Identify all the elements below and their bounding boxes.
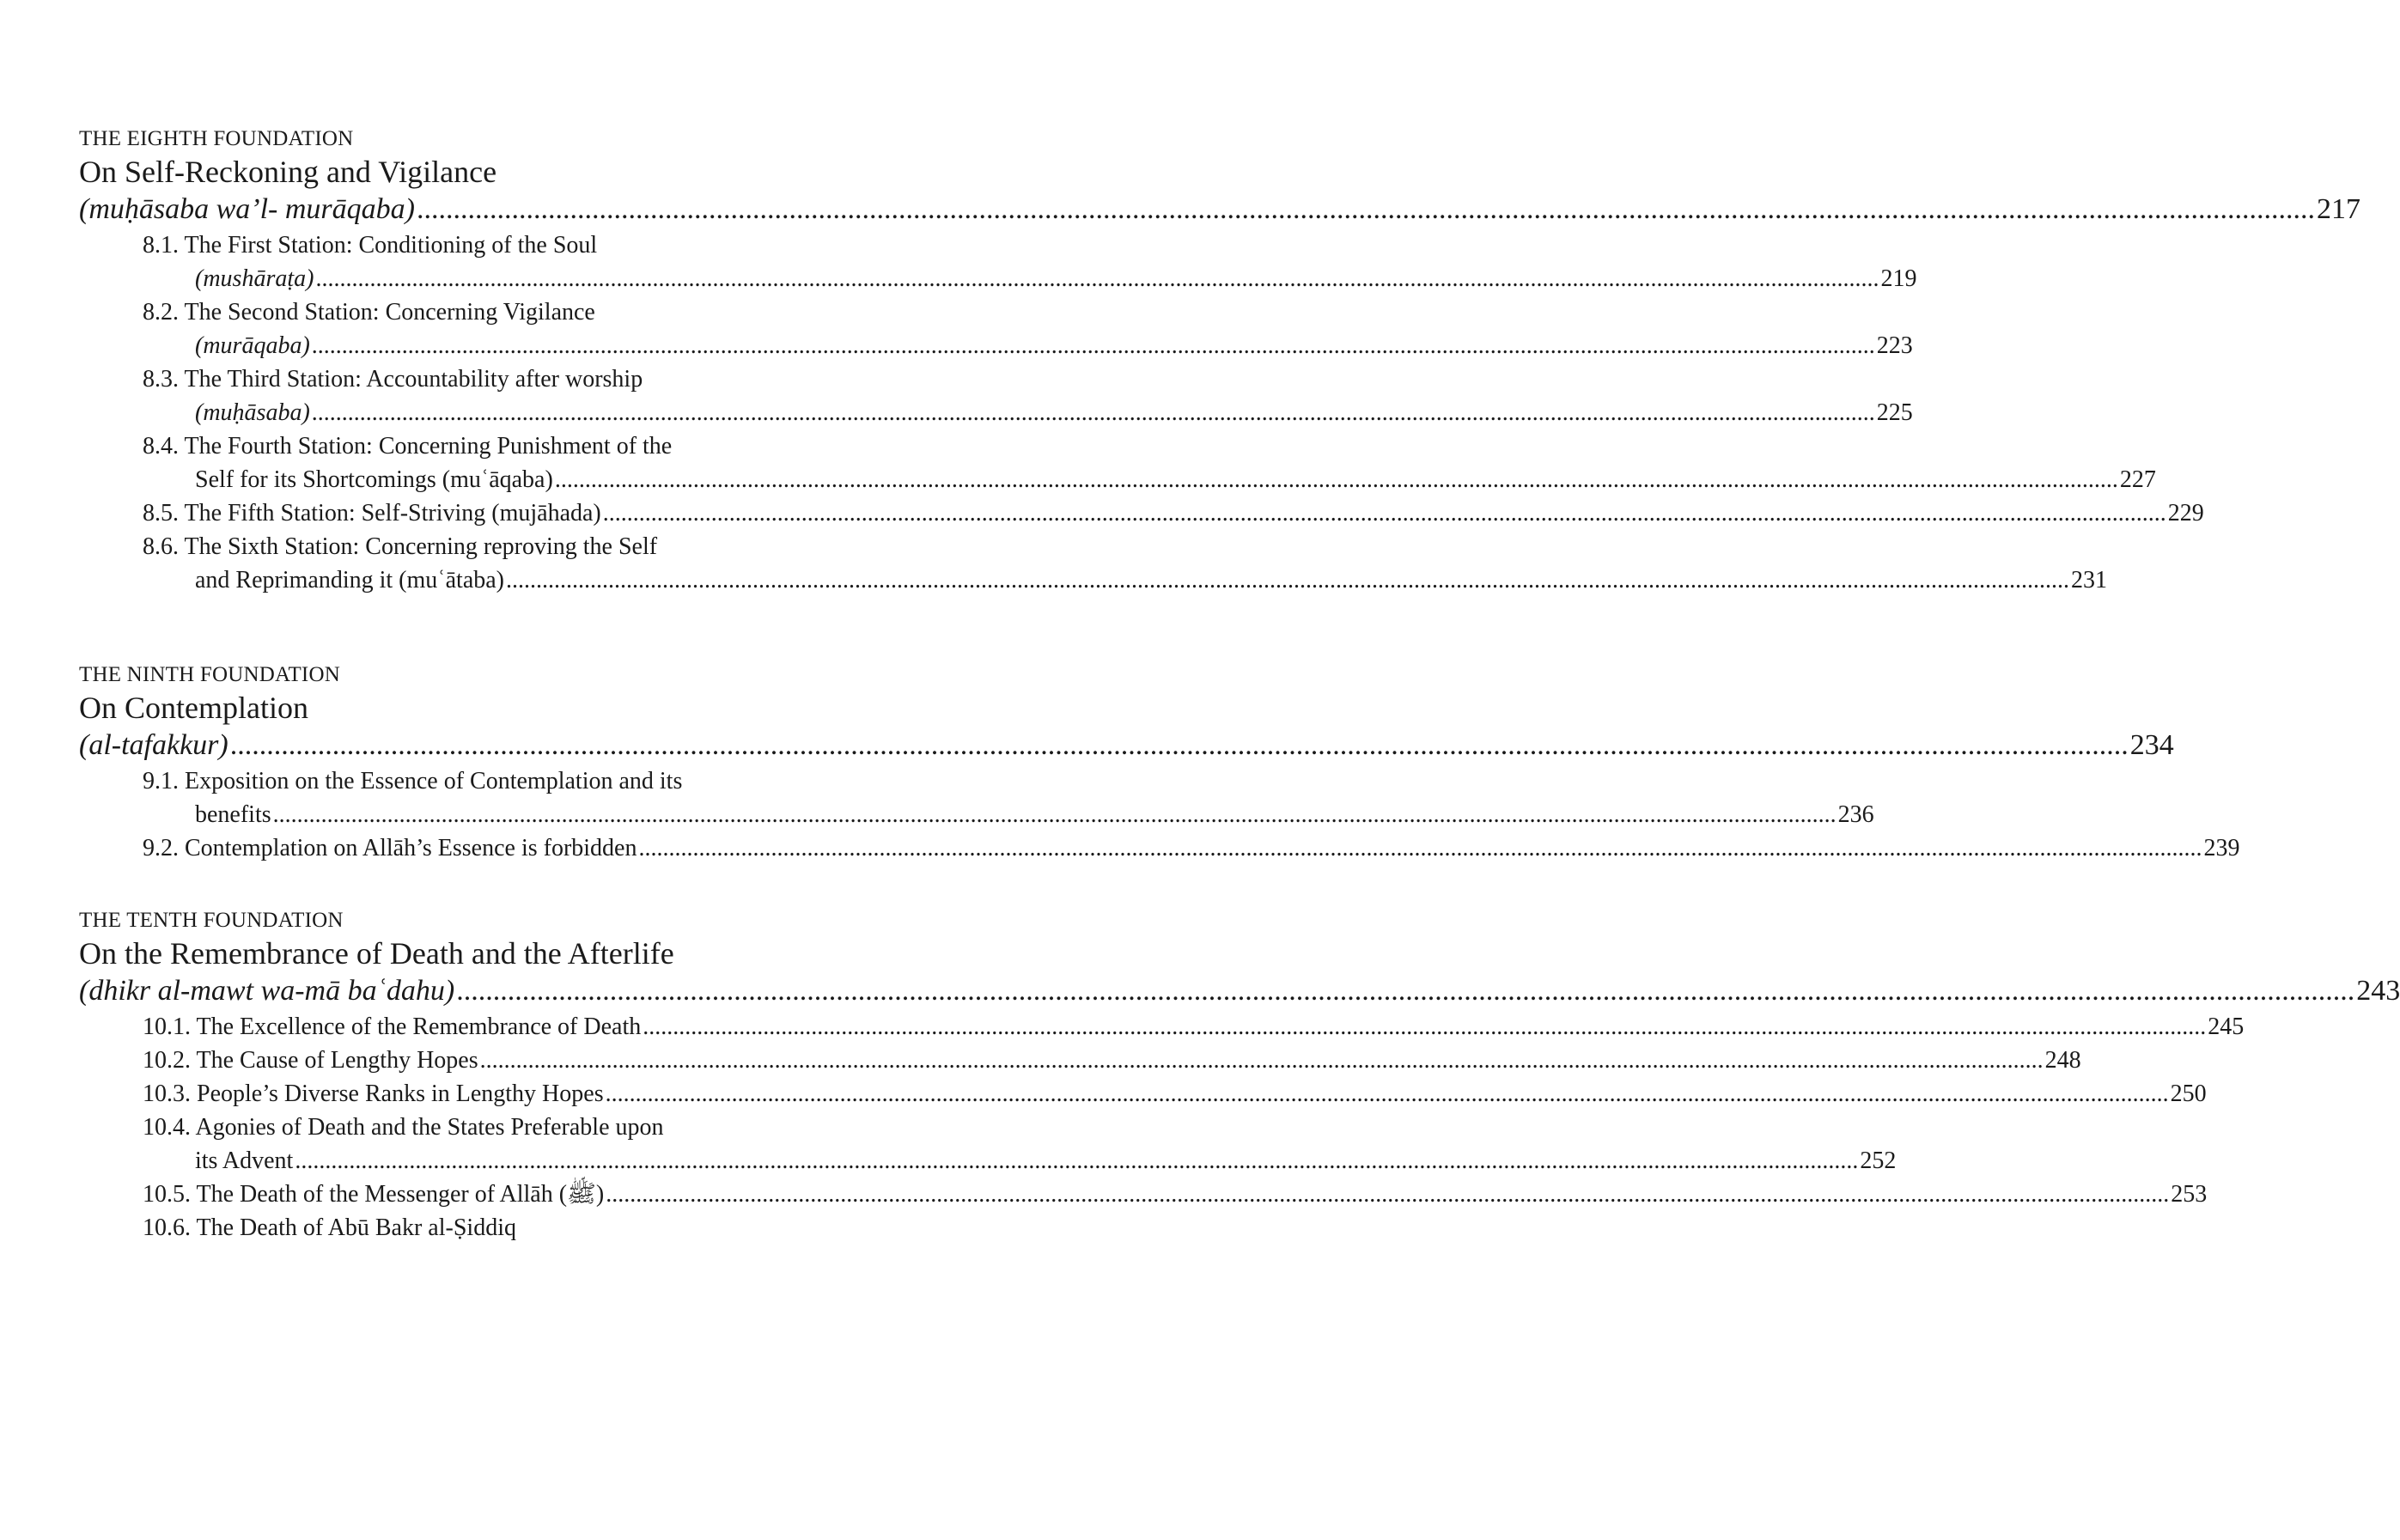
entry-text: (muḥāsaba) (195, 399, 310, 426)
toc-entry-first-line: 9.1. Exposition on the Essence of Contemplation and its (143, 768, 683, 794)
dot-leader: .................................................................................................................................................................................................................................................................... (605, 1080, 2169, 1107)
entry-text: 10.5. The Death of the Messenger of Allāh (ﷺ) (143, 1181, 605, 1208)
toc-entry (79, 329, 1913, 362)
section-ninth-foundation (79, 661, 2240, 865)
page-number: 219 (1880, 265, 1917, 292)
toc-entry (79, 262, 1917, 295)
dot-leader: .................................................................................................................................................................................................................................................................... (315, 265, 1879, 292)
entry-text: 9.2. Contemplation on Allāh’s Essence is forbidden (143, 835, 637, 861)
toc-entry-plain: 10.6. The Death of Abū Bakr al-Ṣiddiq (143, 1214, 516, 1241)
section-heading: On the Remembrance of Death and the Afterlife (79, 936, 674, 971)
section-label: THE TENTH FOUNDATION (79, 909, 344, 932)
dot-leader: .................................................................................................................................................................................................................................................................... (311, 332, 1875, 359)
page-number: 250 (2170, 1080, 2207, 1107)
dot-leader: .................................................................................................................................................................................................................................................................... (643, 1013, 2207, 1040)
page-number: 243 (2356, 975, 2400, 1007)
entry-text: 10.2. The Cause of Lengthy Hopes (143, 1047, 478, 1074)
entry-text: (murāqaba) (195, 332, 310, 359)
toc-entry-first-line: 8.6. The Sixth Station: Concerning reproving the Self (143, 533, 658, 560)
dot-leader: .................................................................................................................................................................................................................................................................... (295, 1147, 1859, 1174)
toc-entry (79, 463, 2156, 496)
toc-entry (79, 496, 2204, 530)
page-number: 253 (2171, 1181, 2208, 1208)
toc-entry (79, 831, 2240, 865)
section-label: THE NINTH FOUNDATION (79, 663, 340, 686)
dot-leader: .................................................................................................................................................................................................................................................................... (638, 835, 2202, 861)
page-number: 245 (2208, 1013, 2245, 1040)
toc-entry-first-line: 8.2. The Second Station: Concerning Vigilance (143, 299, 595, 326)
dot-leader: .................................................................................................................................................................................................................................................................... (272, 801, 1837, 828)
entry-text: (muḥāsaba wa’l- murāqaba) (79, 193, 415, 225)
toc-entry-first-line: 8.1. The First Station: Conditioning of the Soul (143, 232, 598, 259)
entry-text: 10.3. People’s Diverse Ranks in Lengthy Hopes (143, 1080, 604, 1107)
toc-entry (79, 1178, 2208, 1211)
toc-entry (79, 563, 2107, 597)
toc-main-entry (79, 191, 2360, 228)
page-number: 217 (2316, 193, 2360, 225)
toc-entry-first-line: 8.4. The Fourth Station: Concerning Punishment of the (143, 433, 673, 460)
entry-text: 10.1. The Excellence of the Remembrance of Death (143, 1013, 642, 1040)
page-number: 236 (1837, 801, 1874, 828)
page-number: 239 (2203, 835, 2240, 861)
toc-entry (79, 798, 1874, 831)
dot-leader: .................................................................................................................................................................................................................................................................... (506, 567, 2069, 593)
dot-leader: .................................................................................................................................................................................................................................................................... (602, 500, 2166, 527)
toc-entry (79, 396, 1913, 429)
section-heading: On Self-Reckoning and Vigilance (79, 155, 497, 189)
page-number: 229 (2167, 500, 2204, 527)
section-label: THE EIGHTH FOUNDATION (79, 127, 354, 150)
toc-entry (79, 1044, 2081, 1077)
entry-text: and Reprimanding it (muʿātaba) (195, 567, 504, 593)
toc-entry-first-line: 10.4. Agonies of Death and the States Preferable upon (143, 1114, 664, 1141)
page-number: 231 (2071, 567, 2107, 593)
entry-text: (al-tafakkur) (79, 729, 228, 761)
entry-text: 8.5. The Fifth Station: Self-Striving (mujāhada) (143, 500, 601, 527)
toc-entry (79, 1010, 2245, 1044)
dot-leader: .................................................................................................................................................................................................................................................................... (456, 975, 2355, 1007)
entry-text: its Advent (195, 1147, 294, 1174)
dot-leader: .................................................................................................................................................................................................................................................................... (606, 1181, 2170, 1208)
toc-entry (79, 1077, 2207, 1111)
entry-text: Self for its Shortcomings (muʿāqaba) (195, 466, 553, 493)
page-number: 227 (2119, 466, 2156, 493)
dot-leader: .................................................................................................................................................................................................................................................................... (554, 466, 2118, 493)
section-tenth-foundation (79, 907, 2400, 1245)
dot-leader: .................................................................................................................................................................................................................................................................... (416, 193, 2315, 225)
section-eighth-foundation (79, 125, 2360, 597)
dot-leader: .................................................................................................................................................................................................................................................................... (311, 399, 1875, 426)
dot-leader: .................................................................................................................................................................................................................................................................... (479, 1047, 2044, 1074)
toc-entry (79, 1144, 1897, 1178)
section-heading: On Contemplation (79, 691, 308, 725)
toc-main-entry (79, 727, 2174, 764)
toc-entry-first-line: 8.3. The Third Station: Accountability after worship (143, 366, 643, 393)
page-number: 234 (2129, 729, 2174, 761)
page-number: 225 (1876, 399, 1913, 426)
entry-text: benefits (195, 801, 271, 828)
entry-text: (dhikr al-mawt wa-mā baʿdahu) (79, 975, 455, 1007)
dot-leader: .................................................................................................................................................................................................................................................................... (229, 729, 2129, 761)
page-number: 223 (1876, 332, 1913, 359)
toc-main-entry (79, 972, 2400, 1010)
page-number: 248 (2044, 1047, 2081, 1074)
page-number: 252 (1860, 1147, 1897, 1174)
entry-text: (mushāraṭa) (195, 265, 314, 292)
